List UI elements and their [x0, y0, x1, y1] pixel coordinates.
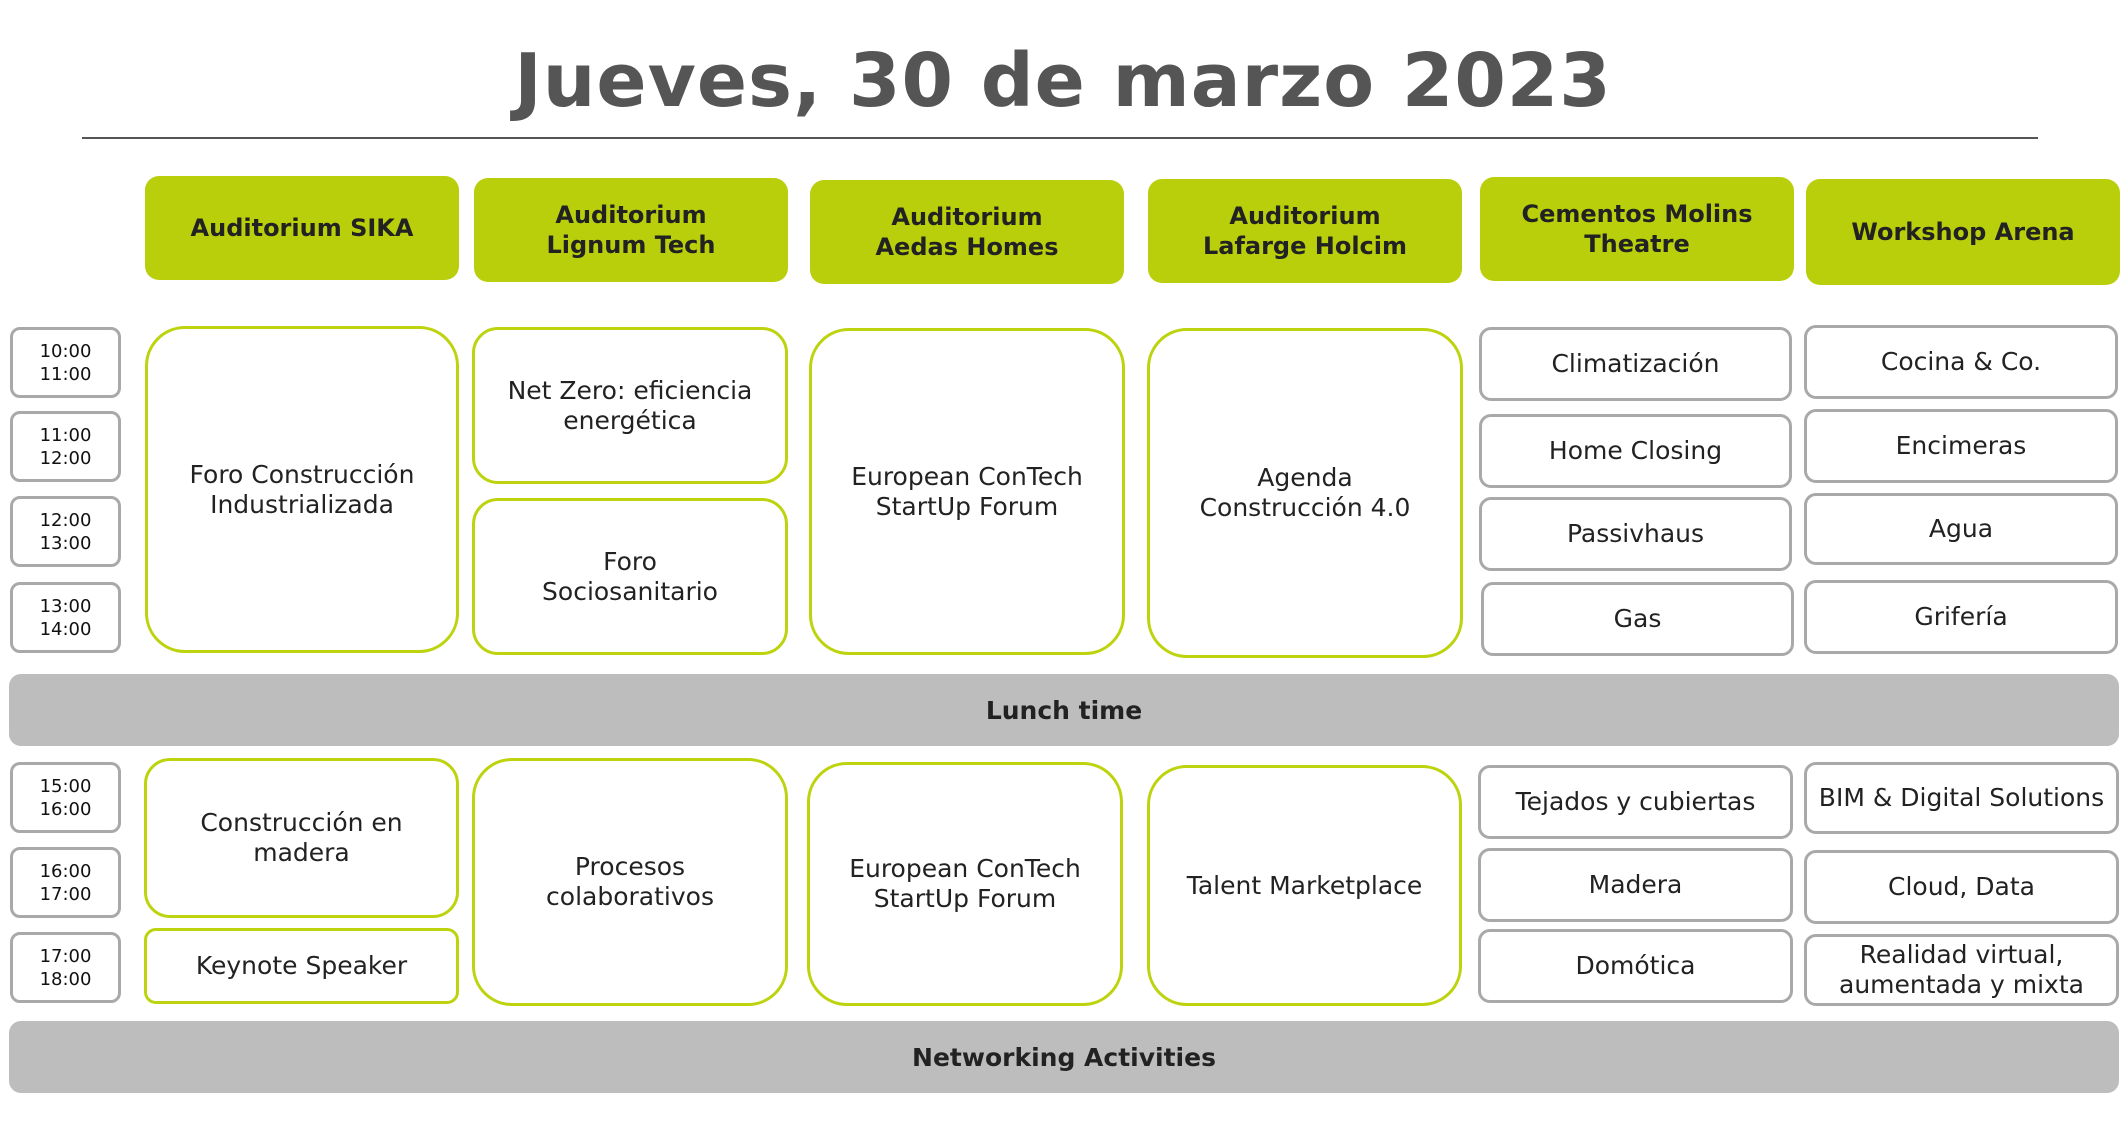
session-molins-morning[interactable]: Passivhaus	[1479, 497, 1792, 571]
networking-bar: Networking Activities	[9, 1021, 2119, 1093]
session-lignum-morning-1[interactable]: Net Zero: eficiencia energética	[472, 327, 788, 484]
session-molins-afternoon[interactable]: Domótica	[1478, 929, 1793, 1003]
time-slot: 17:00 18:00	[10, 932, 121, 1003]
room-header-lafarge: Auditorium Lafarge Holcim	[1148, 179, 1462, 283]
time-slot: 13:00 14:00	[10, 582, 121, 653]
lunch-bar: Lunch time	[9, 674, 2119, 746]
session-workshop-afternoon[interactable]: BIM & Digital Solutions	[1804, 762, 2119, 834]
session-sika-afternoon-2[interactable]: Keynote Speaker	[144, 928, 459, 1004]
session-workshop-morning[interactable]: Grifería	[1804, 580, 2118, 654]
session-molins-morning[interactable]: Gas	[1481, 582, 1794, 656]
time-slot: 16:00 17:00	[10, 847, 121, 918]
room-header-molins: Cementos Molins Theatre	[1480, 177, 1794, 281]
time-slot: 15:00 16:00	[10, 762, 121, 833]
room-header-lignum: Auditorium Lignum Tech	[474, 178, 788, 282]
room-header-workshop: Workshop Arena	[1806, 179, 2120, 285]
room-header-sika: Auditorium SIKA	[145, 176, 459, 280]
session-lignum-afternoon[interactable]: Procesos colaborativos	[472, 758, 788, 1006]
page-title: Jueves, 30 de marzo 2023	[514, 38, 1612, 124]
session-workshop-afternoon[interactable]: Cloud, Data	[1804, 850, 2119, 924]
session-aedas-afternoon[interactable]: European ConTech StartUp Forum	[807, 762, 1123, 1006]
session-lafarge-morning[interactable]: Agenda Construcción 4.0	[1147, 328, 1463, 658]
session-workshop-morning[interactable]: Cocina & Co.	[1804, 325, 2118, 399]
session-workshop-morning[interactable]: Agua	[1804, 493, 2118, 565]
session-lafarge-afternoon[interactable]: Talent Marketplace	[1147, 765, 1462, 1006]
session-molins-morning[interactable]: Climatización	[1479, 327, 1792, 401]
session-aedas-morning[interactable]: European ConTech StartUp Forum	[809, 328, 1125, 655]
title-divider	[82, 137, 2038, 139]
session-workshop-afternoon[interactable]: Realidad virtual, aumentada y mixta	[1804, 934, 2119, 1006]
session-molins-afternoon[interactable]: Madera	[1478, 848, 1793, 922]
time-slot: 10:00 11:00	[10, 327, 121, 398]
session-lignum-morning-2[interactable]: Foro Sociosanitario	[472, 498, 788, 655]
session-molins-morning[interactable]: Home Closing	[1479, 414, 1792, 488]
room-header-aedas: Auditorium Aedas Homes	[810, 180, 1124, 284]
session-sika-morning[interactable]: Foro Construcción Industrializada	[145, 326, 459, 653]
session-molins-afternoon[interactable]: Tejados y cubiertas	[1478, 765, 1793, 839]
time-slot: 11:00 12:00	[10, 411, 121, 482]
session-sika-afternoon-1[interactable]: Construcción en madera	[144, 758, 459, 918]
session-workshop-morning[interactable]: Encimeras	[1804, 409, 2118, 483]
time-slot: 12:00 13:00	[10, 496, 121, 567]
